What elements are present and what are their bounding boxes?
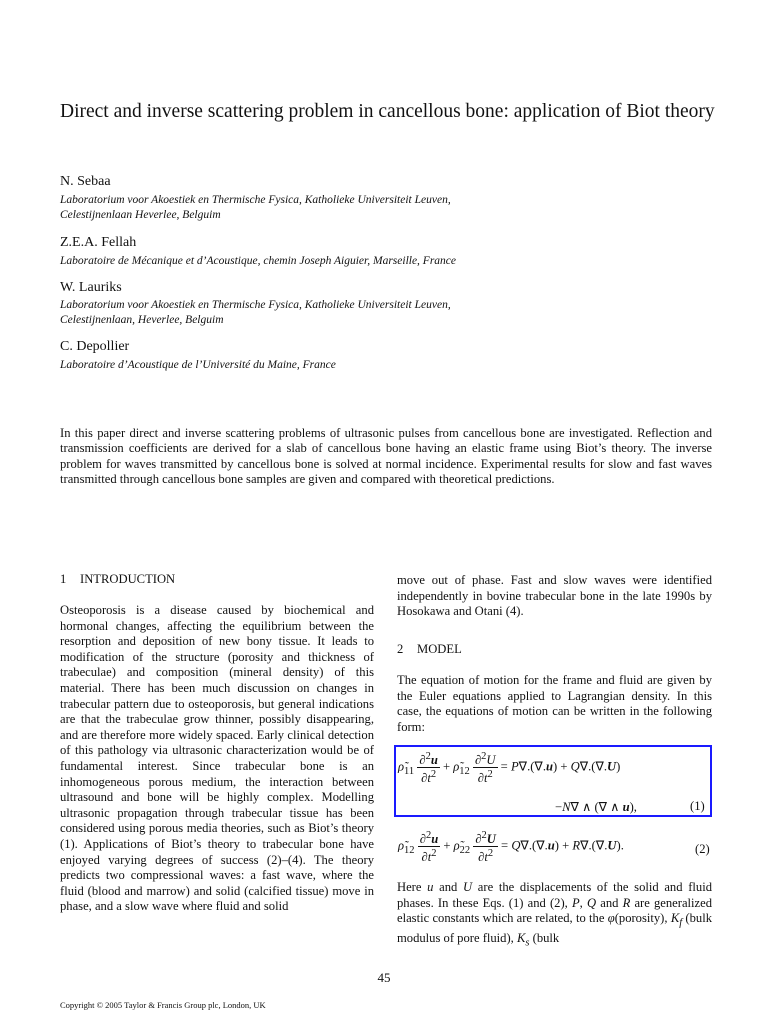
- author-name: Z.E.A. Fellah: [60, 235, 137, 250]
- equation-2: $\rhõ_{12}$ $\frac{\partial^2u}{\partial t^2}$ + $\rhõ_{22}$ $\frac{\partial^2U}{\partial t^2}$ = Q∇.(∇.u) + R∇.(∇.U).: [398, 830, 624, 865]
- displacement-paragraph: Here u and U are the displacements of the solid and fluid phases. In these Eqs. (1) and (2), P, Q and R are generalized elastic constants which are related, to the φ(porosity), $K_f$ (bulk modulus of pore fluid), $K_s$ (bulk: [397, 880, 713, 949]
- paper-title: Direct and inverse scattering problem in cancellous bone: application of Biot theory: [60, 101, 715, 122]
- model-paragraph: The equation of motion for the frame and fluid are given by the Euler equations applied to Lagrangian density. In this case, the equations of motion can be written in the following form:: [397, 673, 712, 734]
- author-affiliation: Celestijnenlaan Heverlee, Belguim: [60, 209, 221, 221]
- author-affiliation: Laboratorium voor Akoestiek en Thermische Fysica, Katholieke Universiteit Leuven,: [60, 299, 451, 311]
- copyright-notice: Copyright © 2005 Taylor & Francis Group plc, London, UK: [60, 1000, 266, 1010]
- equation-1-label: (1): [690, 799, 705, 813]
- introduction-continued-paragraph: move out of phase. Fast and slow waves were identified independently in bovine trabecular bone in the late 1990s by Hosokawa and Otani (4).: [397, 573, 712, 619]
- section-title: MODEL: [417, 642, 462, 656]
- section-title: INTRODUCTION: [80, 572, 176, 586]
- author-name: N. Sebaa: [60, 174, 111, 189]
- author-affiliation: Celestijnenlaan, Heverlee, Belguim: [60, 314, 224, 326]
- abstract: In this paper direct and inverse scattering problems of ultrasonic pulses from cancellous bone are investigated. Reflection and transmission coefficients are derived for a slab of cancellous bone having an elastic frame using Biot’s theory. The inverse problem for waves transmitted by cancellous bone is solved at normal incidence. Experimental results for slow and fast waves transmitted through cancellous bone samples are given and compared with theoretical predictions.: [60, 426, 712, 487]
- section-heading-model: [397, 642, 462, 658]
- section-number: 1: [60, 572, 67, 586]
- section-heading-introduction: [60, 572, 175, 588]
- equation-1-line-2: −N∇ ∧ (∇ ∧ u),: [555, 800, 637, 814]
- introduction-paragraph: Osteoporosis is a disease caused by biochemical and hormonal changes, affecting the equilibrium between the resorption and deposition of new bony tissue. It leads to modification of the structure (porosity and thickness of trabeculae) and composition (mineral density) of this material. There has been much discussion on changes in trabecular pattern due to osteoporosis, but general indications are that the trabeculae grow thinner, possibly disappearing, and are therefore more widely spaced. Early clinical detection of this pathology via ultrasonic characterization would be of fundamental interest. Since trabecular bone is an inhomogeneous porous medium, the interaction between ultrasound and bone will be highly complex. Modelling ultrasonic propagation through trabecular tissue has been considered using porous media theories, such as Biot’s theory (1). Applications of Biot’s theory to trabecular bone have enjoyed varying degrees of success (2)–(4). The theory predicts two compressional waves: a fast wave, where the fluid (blood and marrow) and solid (calcified tissue) move in phase, and a slow wave where fluid and solid: [60, 603, 374, 914]
- section-number: 2: [397, 642, 404, 656]
- author-affiliation: Laboratoire de Mécanique et d’Acoustique, chemin Joseph Aiguier, Marseille, France: [60, 255, 457, 267]
- equation-2-label: (2): [695, 842, 710, 856]
- equation-1-line-1: $\rhõ_{11}$ $\frac{\partial^2u}{\partial t^2}$ + $\rhõ_{12}$ $\frac{\partial^2U}{\partial t^2}$ = P∇.(∇.u) + Q∇.(∇.U): [398, 751, 621, 786]
- page-number: 45: [377, 970, 391, 985]
- author-name: W. Lauriks: [60, 280, 122, 295]
- author-name: C. Depollier: [60, 339, 130, 354]
- author-affiliation: Laboratoire d’Acoustique de l’Université du Maine, France: [60, 359, 336, 371]
- author-affiliation: Laboratorium voor Akoestiek en Thermische Fysica, Katholieke Universiteit Leuven,: [60, 194, 451, 206]
